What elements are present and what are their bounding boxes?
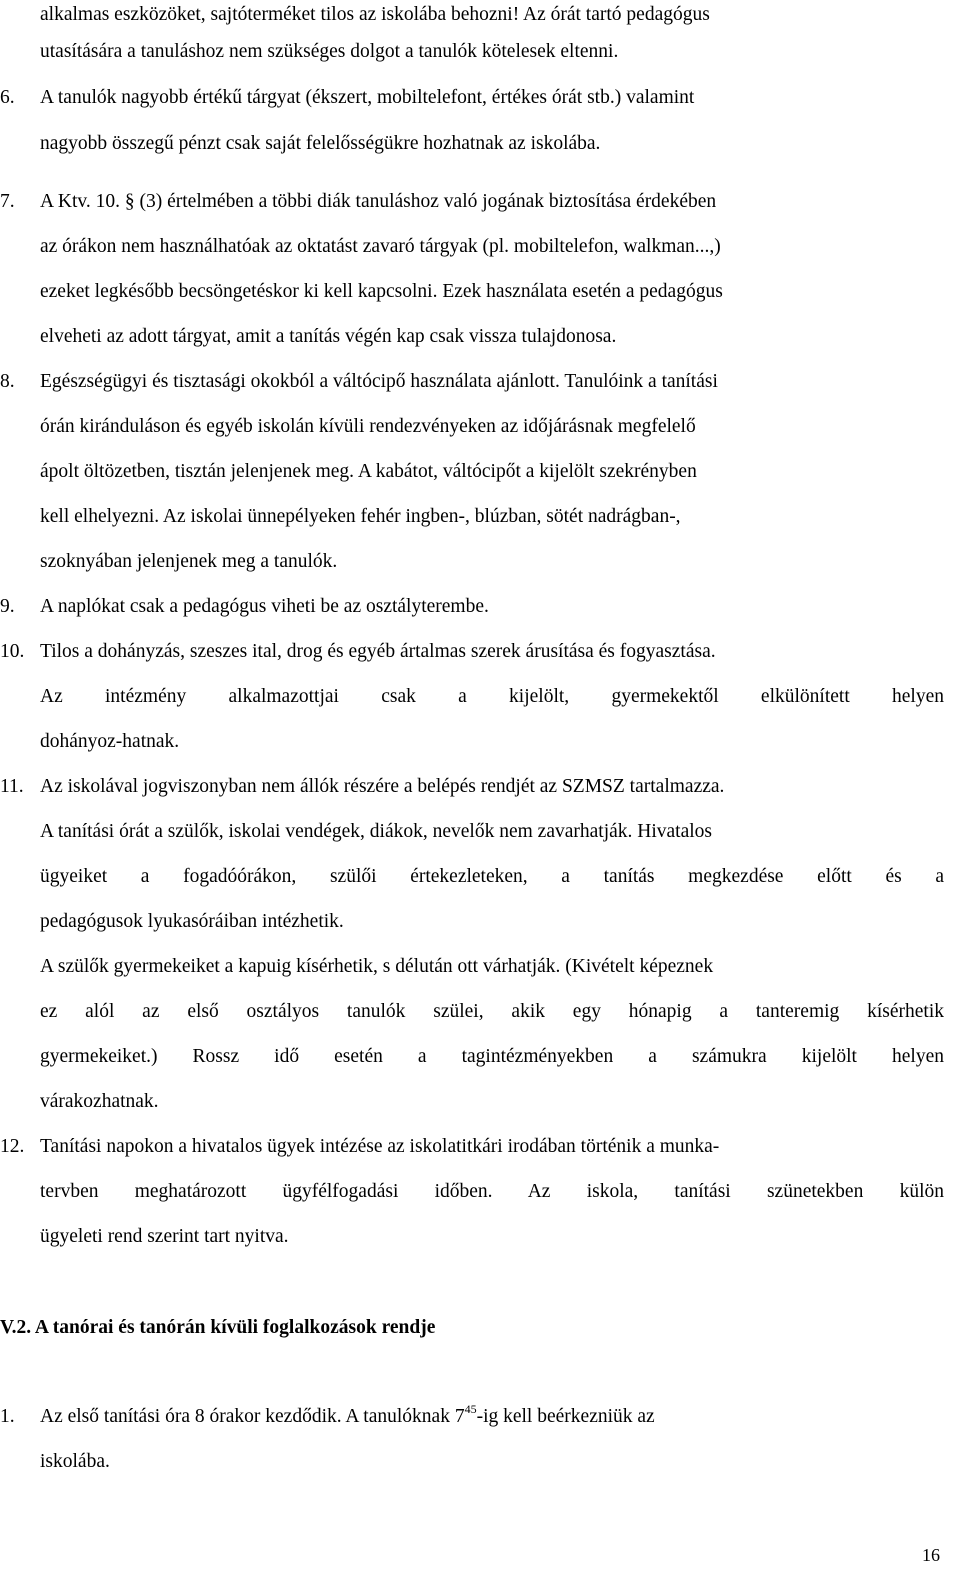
text-line: Tanítási napokon a hivatalos ügyek intézése az iskolatitkári irodában történik a munka- [40, 1136, 720, 1157]
list-item-11 [0, 772, 725, 802]
text-line: pedagógusok lyukasóráiban intézhetik. [40, 911, 344, 932]
item-number: 6. [0, 87, 15, 108]
text-line: Az intézmény alkalmazottjai csak a kijelölt, gyermekektől elkülönített helyen [40, 686, 944, 707]
text-line: ez alól az első osztályos tanulók szülei, akik egy hónapig a tanteremig kísérhetik [40, 1001, 944, 1022]
text-line: várakozhatnak. [40, 1091, 159, 1112]
text-line: alkalmas eszközöket, sajtóterméket tilos az iskolába behozni! Az órát tartó pedagógus [40, 4, 710, 25]
item-number: 10. [0, 641, 25, 662]
text-line: gyermekeiket.) Rossz idő esetén a tagintézményekben a számukra kijelölt helyen [40, 1046, 944, 1067]
item-number: 9. [0, 596, 15, 617]
text-line: A tanítási órát a szülők, iskolai vendégek, diákok, nevelők nem zavarhatják. Hivatalos [40, 821, 713, 842]
text-line: órán kiránduláson és egyéb iskolán kívüli rendezvényeken az időjárásnak megfelelő [40, 416, 696, 437]
list-item-6 [0, 83, 695, 113]
text-line: dohányoz-hatnak. [40, 731, 180, 752]
text-line: utasítására a tanuláshoz nem szükséges dolgot a tanulók kötelesek eltenni. [40, 41, 619, 62]
item-number: 7. [0, 191, 15, 212]
text-line: Az iskolával jogviszonyban nem állók részére a belépés rendjét az SZMSZ tartalmazza. [40, 776, 725, 797]
page-number: 16 [922, 1545, 940, 1565]
text-line: az órákon nem használhatóak az oktatást zavaró tárgyak (pl. mobiltelefon, walkman...,) [40, 236, 721, 257]
text-line: Tilos a dohányzás, szeszes ital, drog és egyéb ártalmas szerek árusítása és fogyasztása. [40, 641, 716, 662]
list-item-10 [0, 637, 716, 667]
item-number: 8. [0, 371, 15, 392]
text-line: Az első tanítási óra 8 órakor kezdődik. A tanulóknak 7 [40, 1406, 465, 1427]
text-line: A szülők gyermekeiket a kapuig kísérhetik, s délután ott várhatják. (Kivételt képeznek [40, 956, 714, 977]
text-line: A Ktv. 10. § (3) értelmében a többi diák tanuláshoz való jogának biztosítása érdekében [40, 191, 717, 212]
item-number: 1. [0, 1406, 15, 1427]
text-line: nagyobb összegű pénzt csak saját felelősségükre hozhatnak az iskolába. [40, 133, 601, 154]
text-line: szoknyában jelenjenek meg a tanulók. [40, 551, 338, 572]
text-line: Egészségügyi és tisztasági okokból a váltócipő használata ajánlott. Tanulóink a tanítási [40, 371, 718, 392]
section-heading: V.2. A tanórai és tanórán kívüli foglalkozások rendje [0, 1317, 436, 1338]
text-line: ápolt öltözetben, tisztán jelenjenek meg. A kabátot, váltócipőt a kijelölt szekrényben [40, 461, 697, 482]
text-line: ezeket legkésőbb becsöngetéskor ki kell kapcsolni. Ezek használata esetén a pedagógus [40, 281, 723, 302]
text-line: ügyeiket a fogadóórákon, szülői értekezleteken, a tanítás megkezdése előtt és a [40, 866, 944, 887]
text-line: A naplókat csak a pedagógus viheti be az osztályterembe. [40, 596, 489, 617]
time-superscript: 45 [464, 1402, 477, 1416]
text-line: A tanulók nagyobb értékű tárgyat (ékszert, mobiltelefont, értékes órát stb.) valamint [40, 87, 695, 108]
text-line: ügyeleti rend szerint tart nyitva. [40, 1226, 289, 1247]
item-number: 11. [0, 776, 24, 797]
list-item-1 [0, 1402, 655, 1432]
text-line: iskolába. [40, 1451, 110, 1472]
list-item-7 [0, 187, 717, 217]
list-item-9 [0, 592, 489, 622]
list-item-8 [0, 367, 718, 397]
text-line: elveheti az adott tárgyat, amit a tanítás végén kap csak vissza tulajdonosa. [40, 326, 617, 347]
list-item-12 [0, 1132, 720, 1162]
text-line: tervben meghatározott ügyfélfogadási időben. Az iskola, tanítási szünetekben külön [40, 1181, 944, 1202]
text-line: -ig kell beérkezniük az [476, 1406, 655, 1427]
text-line: kell elhelyezni. Az iskolai ünnepélyeken fehér ingben-, blúzban, sötét nadrágban-, [40, 506, 681, 527]
item-number: 12. [0, 1136, 25, 1157]
